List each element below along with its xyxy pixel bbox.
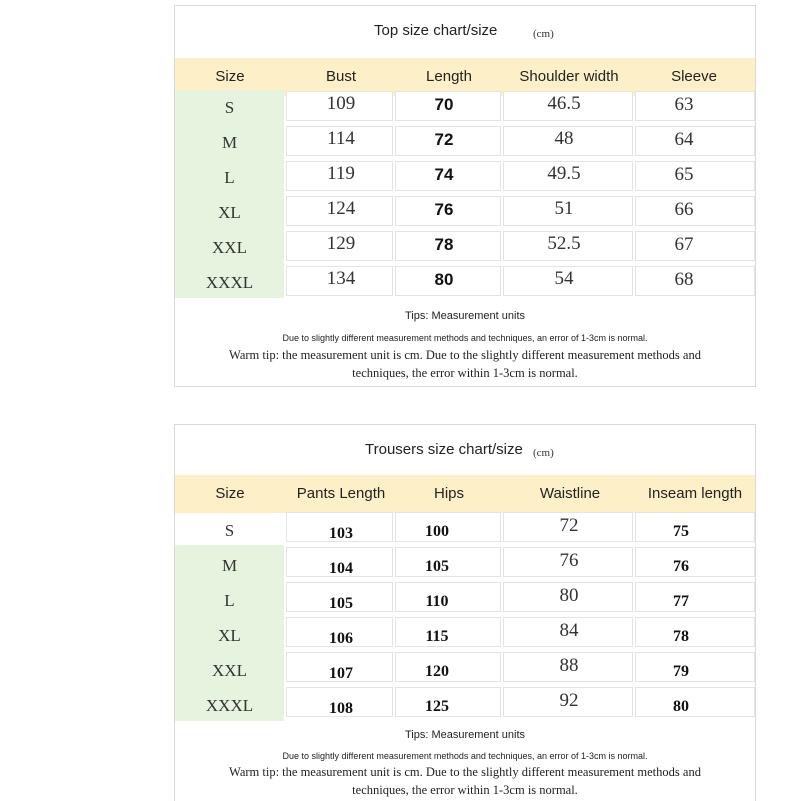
trousers_chart-value-r5-c4: 80 <box>673 698 689 715</box>
trousers_chart-value-r5-c1: 108 <box>329 700 353 717</box>
trousers_chart-size-0: S <box>224 521 235 540</box>
trousers-chart-unit: (cm) <box>533 447 554 459</box>
trousers_chart-value-r3-c4: 78 <box>673 628 689 645</box>
top_chart-value-r5-c4: 68 <box>674 269 694 290</box>
trousers_chart-value-r0-c2: 100 <box>425 523 449 540</box>
top-header-bust: Bust <box>325 68 357 85</box>
trousers_chart-cell-frame <box>635 687 755 717</box>
trousers-header-size: Size <box>215 485 245 502</box>
trousers-size-chart <box>174 424 756 801</box>
trousers_chart-size-4: XXL <box>212 661 247 680</box>
trousers_chart-value-r4-c1: 107 <box>329 665 353 682</box>
trousers-tips-note: Due to slightly different measurement methods and techniques, an error of 1-3cm is normal. <box>282 751 648 761</box>
trousers_chart-value-r1-c4: 76 <box>673 558 689 575</box>
top-header-length: Length <box>426 68 472 85</box>
trousers_chart-value-r2-c1: 105 <box>329 595 353 612</box>
top_chart-cell-frame <box>635 126 755 156</box>
trousers-header-inseam: Inseam length <box>647 485 743 502</box>
trousers_chart-value-r1-c2: 105 <box>425 558 449 575</box>
trousers_chart-value-r4-c3: 88 <box>559 655 579 676</box>
top_chart-cell-frame <box>635 91 755 121</box>
top-warm-tip-line-1: Warm tip: the measurement unit is cm. Due to the slightly different measurement methods and <box>229 348 701 362</box>
trousers_chart-value-r0-c3: 72 <box>559 515 579 536</box>
trousers_chart-value-r4-c4: 79 <box>673 663 689 680</box>
top_chart-value-r3-c1: 124 <box>326 198 356 219</box>
top-header-sleeve: Sleeve <box>671 68 717 85</box>
trousers-warm-tip-line-1: Warm tip: the measurement unit is cm. Due to the slightly different measurement methods and <box>229 765 701 779</box>
top_chart-value-r4-c3: 52.5 <box>547 233 581 254</box>
top-tips-title: Tips: Measurement units <box>404 310 526 322</box>
trousers_chart-size-3: XL <box>218 626 241 645</box>
top_chart-value-r1-c2: 72 <box>434 130 454 149</box>
top_chart-value-r1-c4: 64 <box>674 129 694 150</box>
top_chart-value-r5-c3: 54 <box>554 268 574 289</box>
top-warm-tip-line-2: techniques, the error within 1-3cm is normal. <box>352 366 578 380</box>
trousers-chart-tips <box>175 721 755 801</box>
top_chart-cell-frame <box>635 231 755 261</box>
top_chart-cell-frame <box>635 161 755 191</box>
top-chart-tips <box>175 298 755 386</box>
trousers-chart-header-row <box>175 475 755 513</box>
top_chart-value-r0-c2: 70 <box>434 95 454 114</box>
trousers_chart-value-r2-c2: 110 <box>425 593 449 610</box>
trousers_chart-value-r3-c1: 106 <box>329 630 353 647</box>
top_chart-size-0: S <box>224 98 235 117</box>
top_chart-value-r2-c1: 119 <box>327 163 355 184</box>
top_chart-value-r0-c3: 46.5 <box>547 93 581 114</box>
top_chart-value-r2-c2: 74 <box>434 165 454 184</box>
trousers_chart-cell-frame <box>635 547 755 577</box>
trousers_chart-value-r3-c2: 115 <box>425 628 449 645</box>
trousers-tips-title: Tips: Measurement units <box>404 729 526 741</box>
top_chart-value-r3-c3: 51 <box>554 198 574 219</box>
trousers_chart-value-r2-c4: 77 <box>673 593 689 610</box>
trousers_chart-cell-frame <box>635 617 755 647</box>
top_chart-size-3: XL <box>218 203 241 222</box>
top_chart-value-r5-c1: 134 <box>326 268 356 289</box>
trousers-header-waistline: Waistline <box>539 485 601 502</box>
top_chart-value-r5-c2: 80 <box>434 270 454 289</box>
top_chart-cell-frame <box>635 196 755 226</box>
top-chart-title-bar <box>175 6 755 56</box>
top-header-size: Size <box>215 68 245 85</box>
trousers_chart-size-5: XXXL <box>205 696 254 715</box>
top_chart-size-2: L <box>224 168 235 187</box>
top_chart-value-r4-c1: 129 <box>326 233 356 254</box>
top_chart-cell-frame <box>635 266 755 296</box>
trousers_chart-cell-frame <box>635 652 755 682</box>
trousers_chart-size-1: M <box>221 556 238 575</box>
top_chart-size-1: M <box>221 133 238 152</box>
top-header-shoulder: Shoulder width <box>519 68 619 85</box>
top_chart-value-r3-c2: 76 <box>434 200 454 219</box>
top-chart-unit: (cm) <box>533 28 554 40</box>
top_chart-value-r4-c4: 67 <box>674 234 694 255</box>
top-size-chart <box>174 5 756 387</box>
trousers_chart-value-r5-c3: 92 <box>559 690 579 711</box>
trousers_chart-value-r2-c3: 80 <box>559 585 579 606</box>
trousers_chart-value-r0-c4: 75 <box>673 523 689 540</box>
trousers_chart-value-r4-c2: 120 <box>425 663 449 680</box>
top_chart-value-r0-c1: 109 <box>326 93 356 114</box>
trousers_chart-value-r3-c3: 84 <box>559 620 579 641</box>
top_chart-value-r4-c2: 78 <box>434 235 454 254</box>
top_chart-value-r3-c4: 66 <box>674 199 694 220</box>
trousers-chart-title: Trousers size chart/size <box>365 441 523 458</box>
trousers_chart-value-r5-c2: 125 <box>425 698 449 715</box>
trousers-warm-tip-line-2: techniques, the error within 1-3cm is normal. <box>352 783 578 797</box>
trousers_chart-value-r0-c1: 103 <box>329 525 353 542</box>
top_chart-value-r2-c3: 49.5 <box>547 163 581 184</box>
top_chart-size-5: XXXL <box>205 273 254 292</box>
trousers_chart-cell-frame <box>635 512 755 542</box>
top_chart-value-r0-c4: 63 <box>674 94 694 115</box>
top-size-column <box>175 90 284 298</box>
trousers-header-hips: Hips <box>433 485 465 502</box>
top-chart-title: Top size chart/size <box>374 22 498 39</box>
trousers-chart-title-bar <box>175 425 755 475</box>
trousers_chart-size-2: L <box>224 591 235 610</box>
trousers_chart-value-r1-c3: 76 <box>559 550 579 571</box>
top_chart-value-r2-c4: 65 <box>674 164 694 185</box>
trousers_chart-cell-frame <box>635 582 755 612</box>
top_chart-value-r1-c1: 114 <box>327 128 355 149</box>
top_chart-value-r1-c3: 48 <box>554 128 574 149</box>
top-tips-note: Due to slightly different measurement methods and techniques, an error of 1-3cm is normal. <box>282 333 648 343</box>
trousers_chart-value-r1-c1: 104 <box>329 560 353 577</box>
trousers-header-pants-length: Pants Length <box>296 485 386 502</box>
top_chart-size-4: XXL <box>212 238 247 257</box>
